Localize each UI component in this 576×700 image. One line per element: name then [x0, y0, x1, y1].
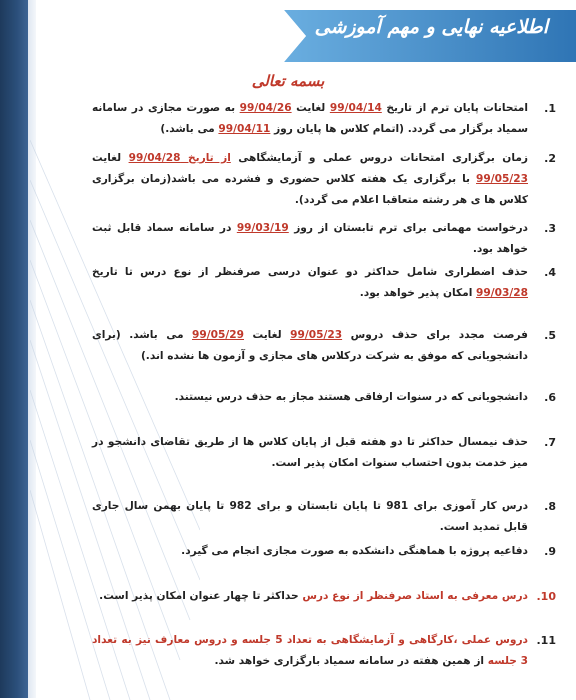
item-text: دفاعیه پروژه با هماهنگی دانشکده به صورت مجازی انجام می گیرد. [181, 545, 528, 557]
notice-item-7 [92, 432, 556, 474]
date-highlight: 99/05/23 [290, 329, 343, 341]
date-highlight: از تاریخ 99/04/28 [128, 152, 231, 164]
item-number: .3 [544, 222, 556, 235]
item-number: .7 [544, 436, 556, 449]
item-text: می باشد. (برای دانشجویانی که موفق به شرکت درکلاس های مجازی و آزمون ها نشده اند.) [92, 329, 528, 362]
item-number: .9 [544, 545, 556, 558]
notice-item-11 [92, 630, 556, 672]
item-text: درخواست مهمانی برای ترم تابستان از روز [288, 222, 528, 234]
date-highlight: 99/05/23 [476, 173, 528, 185]
item-text: فرصت مجدد برای حذف دروس [342, 329, 528, 341]
bismillah-heading: بسمه تعالی [251, 72, 325, 90]
notice-item-6 [92, 387, 556, 408]
item-number: .11 [536, 634, 556, 647]
item-number: .6 [544, 391, 556, 404]
notice-item-1 [92, 98, 556, 140]
item-text: امتحانات پایان ترم از تاریخ [381, 102, 528, 114]
item-text-highlight: درس معرفی به استاد صرفنظر از نوع درس [302, 590, 528, 602]
notice-item-3 [92, 218, 556, 260]
notice-item-4 [92, 262, 556, 304]
notice-item-9 [92, 541, 556, 562]
item-text: حذف اضطراری شامل حداکثر دو عنوان درسی صرفنظر از نوع درس تا تاریخ [92, 266, 528, 278]
date-highlight: 99/04/14 [329, 102, 382, 114]
left-decor-bar [0, 0, 28, 698]
date-highlight: 99/03/28 [476, 287, 528, 299]
item-text: زمان برگزاری امتحانات دروس عملی و آزمایشگاهی [230, 152, 528, 164]
item-text: دانشجویانی که در سنوات ارفاقی هستند مجاز به حذف درس نیستند. [174, 391, 528, 403]
date-highlight: 99/04/11 [218, 123, 271, 135]
item-text: از همین هفته در سامانه سمیاد بارگزاری خواهد شد. [214, 655, 488, 667]
item-number: .10 [536, 590, 556, 603]
item-number: .8 [544, 500, 556, 513]
notice-item-5 [92, 325, 556, 367]
item-text: با برگزاری یک هفته کلاس حضوری و فشرده می باشد(زمان برگزاری کلاس ها ی هر رشته متعاقبا اعلام می گردد). [92, 173, 528, 206]
notice-item-10 [92, 586, 556, 607]
page-title: اطلاعیه نهایی و مهم آموزشی [314, 16, 548, 38]
item-text: حداکثر تا چهار عنوان امکان پذیر است. [99, 590, 303, 602]
item-number: .1 [544, 102, 556, 115]
item-text: لغایت [92, 152, 129, 164]
item-text: حذف نیمسال حداکثر تا دو هفته قبل از پایان کلاس ها از طریق تقاضای دانشجو در میز خدمت بدون احتساب سنوات امکان پذیر است. [92, 436, 528, 469]
item-text: لغایت [291, 102, 330, 114]
item-text: لغایت [244, 329, 291, 341]
item-text: در سامانه سماد قابل ثبت خواهد بود. [92, 222, 528, 255]
item-text: به صورت مجازی در سامانه سمیاد برگزار می گردد. (اتمام کلاس ها پایان روز [92, 102, 528, 135]
item-number: .2 [544, 152, 556, 165]
notice-item-8 [92, 496, 556, 538]
item-text: درس کار آموزی برای 981 تا پایان تابستان و برای 982 تا پایان بهمن سال جاری قابل تمدید است. [92, 500, 528, 533]
date-highlight: 99/04/26 [239, 102, 292, 114]
notice-item-2 [92, 148, 556, 211]
item-number: .4 [544, 266, 556, 279]
item-text: می باشد.) [160, 123, 219, 135]
item-text: امکان پذیر خواهد بود. [359, 287, 477, 299]
date-highlight: 99/03/19 [236, 222, 289, 234]
item-number: .5 [544, 329, 556, 342]
date-highlight: 99/05/29 [192, 329, 244, 341]
item-text-highlight: دروس عملی ،کارگاهی و آزمایشگاهی به تعداد 5 جلسه و دروس معارف نیز به تعداد 3 جلسه [92, 634, 528, 667]
